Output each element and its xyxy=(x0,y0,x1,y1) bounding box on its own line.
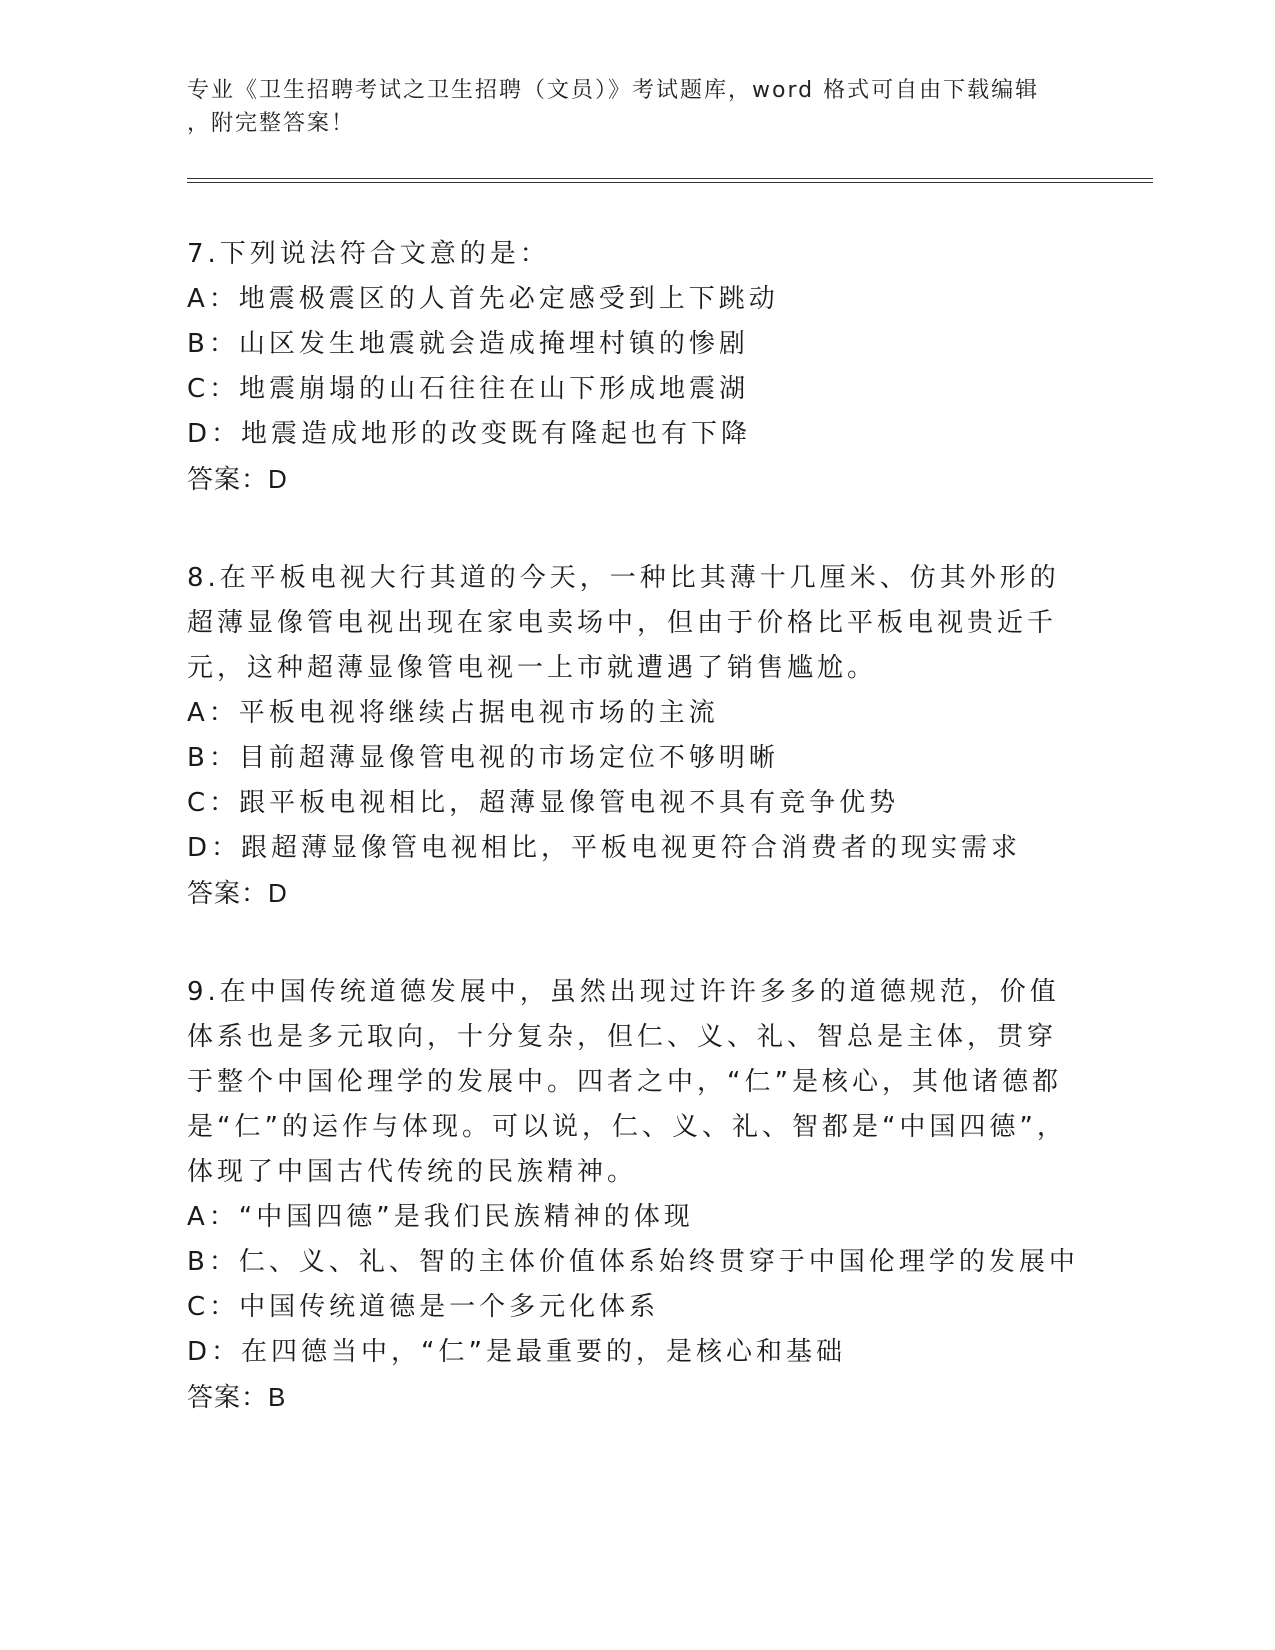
question-8 xyxy=(187,556,1067,916)
header-line-1: 专业《卫生招聘考试之卫生招聘（文员）》考试题库，word 格式可自由下载编辑 xyxy=(187,78,1040,103)
option-d: D：跟超薄显像管电视相比，平板电视更符合消费者的现实需求 xyxy=(187,833,1022,863)
option-a: A：平板电视将继续占据电视市场的主流 xyxy=(187,698,719,728)
answer-label: 答案：D xyxy=(187,464,288,494)
option-a: A：地震极震区的人首先必定感受到上下跳动 xyxy=(187,284,779,314)
answer-label: 答案：D xyxy=(187,878,288,908)
question-9 xyxy=(187,970,1079,1420)
option-c: C：地震崩塌的山石往往在山下形成地震湖 xyxy=(187,374,750,404)
document-header xyxy=(187,74,1067,140)
option-b: B：仁、义、礼、智的主体价值体系始终贯穿于中国伦理学的发展中 xyxy=(187,1247,1079,1277)
question-stem: 9.在中国传统道德发展中，虽然出现过许许多多的道德规范，价值体系也是多元取向，十分复杂，但仁、义、礼、智总是主体，贯穿于整个中国伦理学的发展中。四者之中，“仁”是核心，其他诸德都是“仁”的运作与体现。可以说，仁、义、礼、智都是“中国四德”，体现了中国古代传统的民族精神。 xyxy=(187,977,1067,1187)
option-b: B：目前超薄显像管电视的市场定位不够明晰 xyxy=(187,743,779,773)
option-d: D：在四德当中，“仁”是最重要的，是核心和基础 xyxy=(187,1337,846,1367)
option-c: C：中国传统道德是一个多元化体系 xyxy=(187,1292,660,1322)
question-stem: 7.下列说法符合文意的是： xyxy=(187,239,550,269)
header-line-2: ，附完整答案！ xyxy=(187,111,356,136)
option-b: B：山区发生地震就会造成掩埋村镇的惨剧 xyxy=(187,329,749,359)
option-a: A：“中国四德”是我们民族精神的体现 xyxy=(187,1202,694,1232)
answer-label: 答案：B xyxy=(187,1382,287,1412)
question-list xyxy=(187,232,1079,1474)
option-d: D：地震造成地形的改变既有隆起也有下降 xyxy=(187,419,752,449)
question-stem: 8.在平板电视大行其道的今天，一种比其薄十几厘米、仿其外形的超薄显像管电视出现在家电卖场中，但由于价格比平板电视贵近千元，这种超薄显像管电视一上市就遭遇了销售尴尬。 xyxy=(187,563,1060,683)
header-divider xyxy=(187,178,1153,183)
question-7 xyxy=(187,232,1067,502)
option-c: C：跟平板电视相比，超薄显像管电视不具有竞争优势 xyxy=(187,788,900,818)
